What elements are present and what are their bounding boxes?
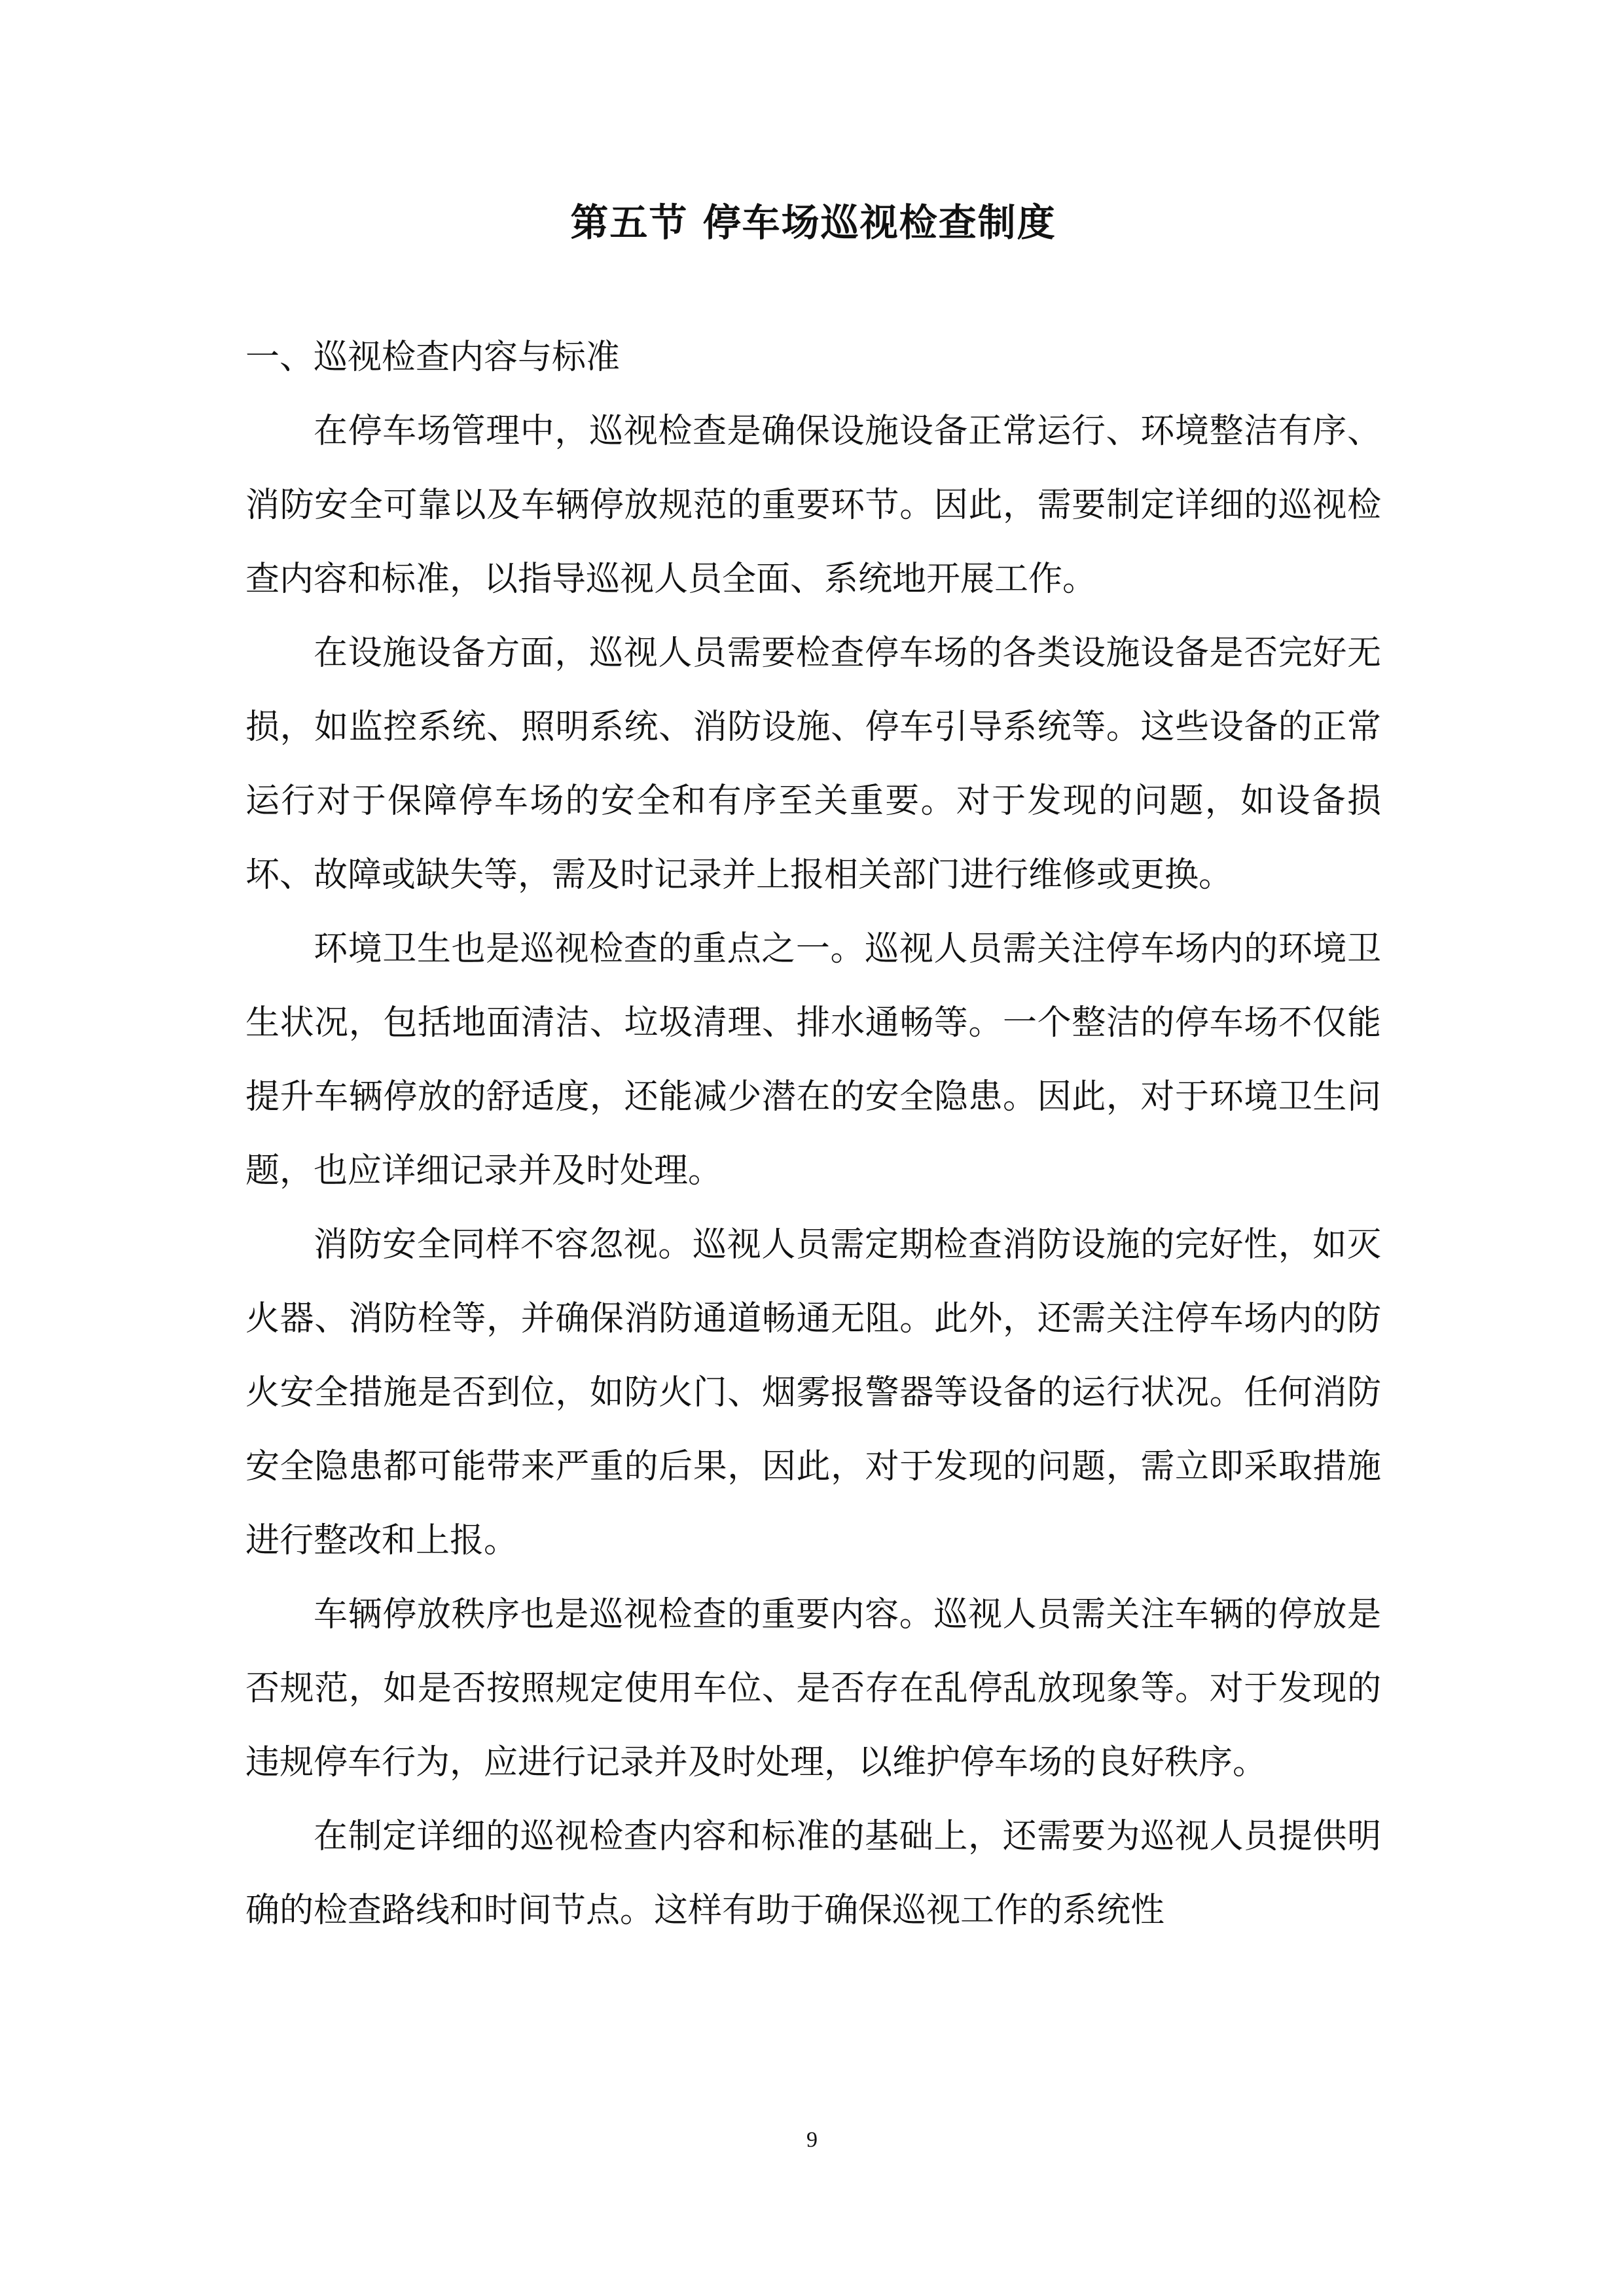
paragraph-facilities: 在设施设备方面，巡视人员需要检查停车场的各类设施设备是否完好无损，如监控系统、照明系统、消防设施、停车引导系统等。这些设备的正常运行对于保障停车场的安全和有序至关重要。对于发现的问题，如设备损坏、故障或缺失等，需及时记录并上报相关部门进行维修或更换。 [245, 634, 1381, 895]
paragraph-intro: 在停车场管理中，巡视检查是确保设施设备正常运行、环境整洁有序、消防安全可靠以及车辆停放规范的重要环节。因此，需要制定详细的巡视检查内容和标准，以指导巡视人员全面、系统地开展工作。 [245, 412, 1381, 599]
paragraph-routes: 在制定详细的巡视检查内容和标准的基础上，还需要为巡视人员提供明确的检查路线和时间节点。这样有助于确保巡视工作的系统性 [245, 1817, 1381, 1930]
section-title: 第五节 停车场巡视检查制度 [570, 200, 1056, 245]
paragraph-environment: 环境卫生也是巡视检查的重点之一。巡视人员需关注停车场内的环境卫生状况，包括地面清洁、垃圾清理、排水通畅等。一个整洁的停车场不仅能提升车辆停放的舒适度，还能减少潜在的安全隐患。因此，对于环境卫生问题，也应详细记录并及时处理。 [245, 929, 1381, 1191]
page-number: 9 [806, 2128, 818, 2152]
paragraph-fire-safety: 消防安全同样不容忽视。巡视人员需定期检查消防设施的完好性，如灭火器、消防栓等，并确保消防通道畅通无阻。此外，还需关注停车场内的防火安全措施是否到位，如防火门、烟雾报警器等设备的运行状况。任何消防安全隐患都可能带来严重的后果，因此，对于发现的问题，需立即采取措施进行整改和上报。 [245, 1225, 1381, 1560]
page-content [245, 190, 1381, 1948]
subsection-heading: 一、巡视检查内容与标准 [245, 338, 621, 377]
paragraph-parking-order: 车辆停放秩序也是巡视检查的重要内容。巡视人员需关注车辆的停放是否规范，如是否按照规定使用车位、是否存在乱停乱放现象等。对于发现的违规停车行为，应进行记录并及时处理，以维护停车场的良好秩序。 [245, 1595, 1381, 1782]
